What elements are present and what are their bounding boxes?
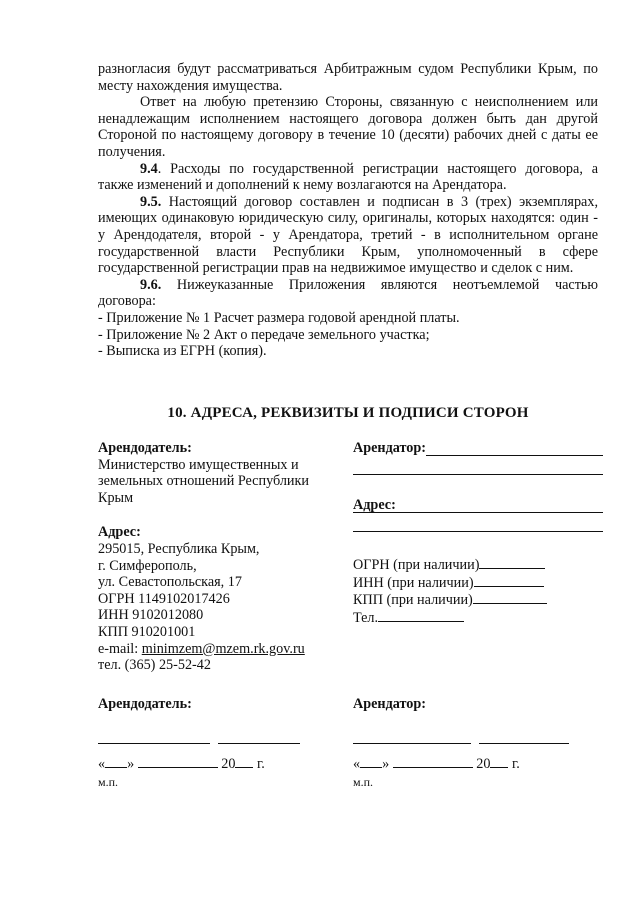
lessee-tel-row xyxy=(353,609,603,627)
lessee-signature-block xyxy=(353,696,603,791)
clause-text: . Расходы по государственной регистрации настоящего договора, а также изменений и дополнений к нему возлагаются на Арендатора. xyxy=(98,160,598,194)
lessor-address-line: г. Симферополь, xyxy=(98,557,197,574)
lessee-ogrn-row xyxy=(353,556,603,574)
signature-label-lessor: Арендодатель: xyxy=(98,696,192,712)
lessee-address-header: Адрес: xyxy=(353,497,396,513)
signature-lines xyxy=(98,735,338,755)
email-label: e-mail: xyxy=(98,640,142,657)
paragraph-9-6 xyxy=(98,277,598,310)
paragraph-disputes: разногласия будут рассматриваться Арбитражным судом Республики Крым, по месту нахождения имущества. xyxy=(98,61,598,94)
section-title: 10. АДРЕСА, РЕКВИЗИТЫ И ПОДПИСИ СТОРОН xyxy=(167,405,529,421)
lessor-header: Арендодатель: xyxy=(98,440,192,456)
stamp-place: м.п. xyxy=(353,775,374,790)
signature-date: « » 20 г. xyxy=(98,755,265,772)
lessee-name-blank xyxy=(353,457,603,475)
signature-label-lessee: Арендатор: xyxy=(353,696,427,712)
lessor-kpp: КПП 910201001 xyxy=(98,623,196,640)
lessor-name-line: Крым xyxy=(98,489,134,506)
lessee-kpp-row xyxy=(353,591,603,609)
lessee-tel-label: Тел. xyxy=(353,609,379,626)
lessee-details xyxy=(353,440,603,626)
paragraph-claims: Ответ на любую претензию Стороны, связанную с неисполнением или ненадлежащим исполнением настоящего договора должен быть дан другой Стороной по настоящему договору в течение 10 (десяти) рабочих дней с даты ее получения. xyxy=(98,94,598,160)
lessor-name-line: земельных отношений Республики xyxy=(98,473,310,490)
lessee-ogrn-label: ОГРН (при наличии) xyxy=(353,557,480,573)
lessor-details xyxy=(98,440,338,674)
paragraph-9-5 xyxy=(98,194,598,277)
lessor-address-line: 295015, Республика Крым, xyxy=(98,540,260,557)
contract-body xyxy=(98,61,598,360)
signature-lines xyxy=(353,735,603,755)
paragraph-9-4 xyxy=(98,161,598,194)
signature-date: « » 20 г. xyxy=(353,755,520,772)
lessor-signature-block xyxy=(98,696,338,791)
list-item: - Приложение № 2 Акт о передаче земельного участка; xyxy=(98,326,430,343)
list-item: - Приложение № 1 Расчет размера годовой арендной платы. xyxy=(98,309,460,326)
lessor-phone: тел. (365) 25-52-42 xyxy=(98,657,211,674)
lessee-inn-label: ИНН (при наличии) xyxy=(353,574,474,591)
stamp-place: м.п. xyxy=(98,775,119,790)
list-item: - Выписка из ЕГРН (копия). xyxy=(98,343,267,360)
clause-text: Нижеуказанные Приложения являются неотъемлемой частью договора: xyxy=(98,276,598,310)
clause-number: 9.5. xyxy=(140,193,162,210)
lessor-address-line: ул. Севастопольская, 17 xyxy=(98,574,242,591)
lessor-address-header: Адрес: xyxy=(98,524,141,541)
lessor-inn: ИНН 9102012080 xyxy=(98,607,204,624)
email-link[interactable]: minimzem@mzem.rk.gov.ru xyxy=(141,640,305,657)
clause-number: 9.6. xyxy=(140,276,162,293)
lessee-inn-row xyxy=(353,574,603,592)
lessor-ogrn: ОГРН 1149102017426 xyxy=(98,590,230,607)
lessee-address-blank xyxy=(353,514,603,532)
lessee-kpp-label: КПП (при наличии) xyxy=(353,592,473,609)
lessee-header: Арендатор: xyxy=(353,440,427,456)
clause-text: Настоящий договор составлен и подписан в 3 (трех) экземплярах, имеющих одинаковую юридическую силу, оригиналы, которых находятся: один - у Арендодателя, второй - у Арендатора, третий - в исполнительном органе государственной власти Республики Крым, уполномоченный в сфере государственной регистрации прав на недвижимое имущество и сделок с ним. xyxy=(98,193,598,277)
clause-number: 9.4 xyxy=(140,160,158,177)
lessor-email-row xyxy=(98,641,338,658)
lessor-name-line: Министерство имущественных и xyxy=(98,456,299,473)
